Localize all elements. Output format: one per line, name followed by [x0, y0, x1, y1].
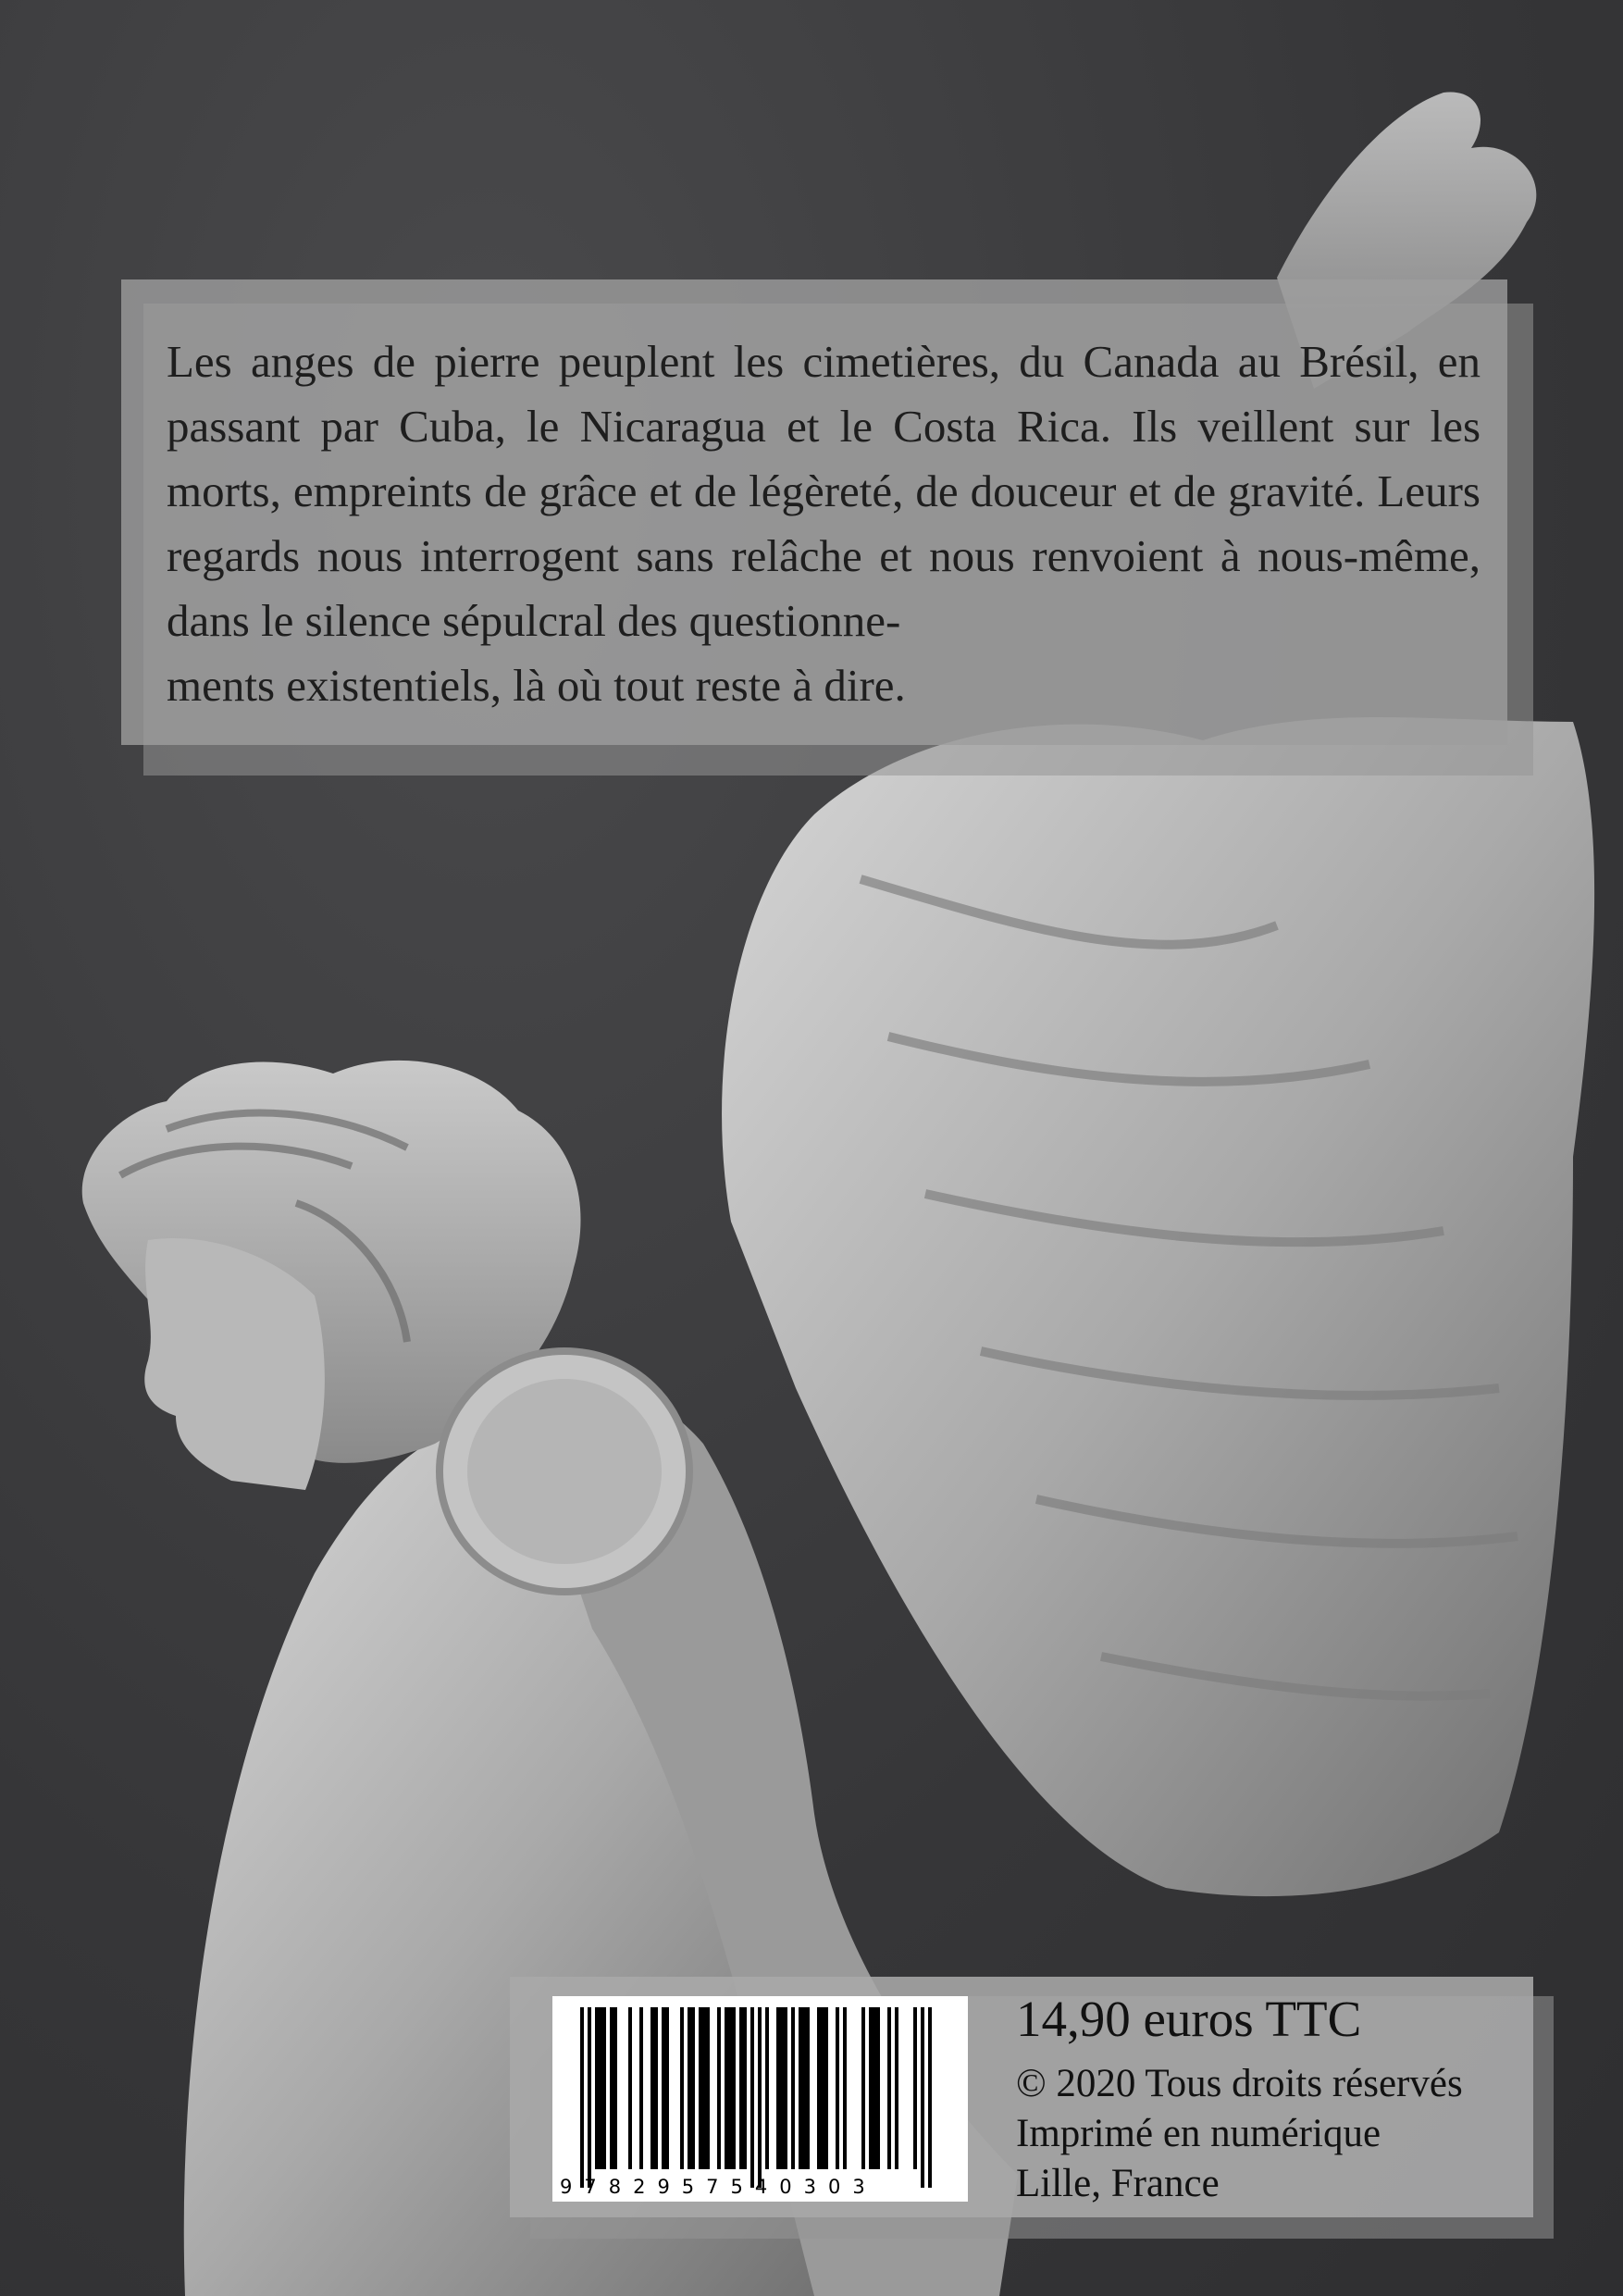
location-line: Lille, France — [1016, 2162, 1220, 2205]
barcode-bar — [780, 2007, 784, 2169]
barcode-bar — [791, 2007, 795, 2169]
isbn-number: 9782957540303 — [560, 2176, 877, 2198]
barcode-bar — [610, 2007, 613, 2169]
blurb-line: renvoient à nous-même, dans le silence sépulcral des questionne- — [167, 530, 1481, 646]
barcode-bar — [750, 2007, 754, 2188]
barcode-bar — [706, 2007, 710, 2169]
blurb-line: ments existentiels, là où tout reste à dire. — [167, 660, 906, 711]
barcode-bar — [662, 2007, 665, 2169]
barcode-bar — [876, 2007, 880, 2169]
barcode-bar — [873, 2007, 876, 2169]
barcode-bar — [836, 2007, 839, 2169]
barcode-bar — [588, 2007, 591, 2188]
barcode-bars — [552, 1996, 968, 2202]
barcode-bar — [843, 2007, 847, 2169]
barcode-bar — [595, 2007, 599, 2169]
barcode-bar — [802, 2007, 806, 2169]
barcode-bar — [895, 2007, 898, 2169]
barcode-bar — [702, 2007, 706, 2169]
barcode-bar — [725, 2007, 728, 2169]
barcode-bar — [650, 2007, 654, 2169]
barcode-bar — [861, 2007, 865, 2169]
barcode-bar — [869, 2007, 873, 2169]
price-label: 14,90 euros TTC — [1016, 1991, 1362, 2047]
barcode-bar — [613, 2007, 617, 2169]
barcode-bar — [599, 2007, 602, 2169]
back-cover-blurb — [167, 329, 1481, 718]
barcode-bar — [654, 2007, 658, 2169]
barcode-bar — [739, 2007, 743, 2169]
barcode-bar — [913, 2007, 917, 2169]
barcode-bar — [732, 2007, 736, 2169]
barcode-bar — [921, 2007, 924, 2188]
barcode-bar — [765, 2007, 769, 2169]
barcode-bar — [688, 2007, 691, 2169]
printing-line: Imprimé en numérique — [1016, 2112, 1381, 2155]
blurb-line: les morts, empreints de grâce et de légèreté, de douceur et de — [167, 401, 1481, 516]
barcode-bar — [580, 2007, 584, 2188]
barcode-bar — [717, 2007, 721, 2169]
barcode-bar — [602, 2007, 606, 2169]
barcode-bar — [806, 2007, 810, 2169]
barcode-bar — [639, 2007, 643, 2169]
barcode-bar — [799, 2007, 802, 2169]
barcode-bar — [699, 2007, 702, 2169]
barcode-bar — [680, 2007, 684, 2169]
barcode-bar — [784, 2007, 787, 2169]
barcode-bar — [728, 2007, 732, 2169]
barcode-bar — [691, 2007, 695, 2169]
blurb-line: en passant par Cuba, le Nicaragua et le Costa Rica. Ils veillent sur — [167, 336, 1481, 452]
copyright-line: © 2020 Tous droits réservés — [1016, 2062, 1463, 2105]
barcode-bar — [824, 2007, 828, 2169]
barcode-bar — [776, 2007, 780, 2169]
isbn-barcode — [552, 1996, 968, 2202]
barcode-bar — [817, 2007, 821, 2169]
barcode-bar — [743, 2007, 747, 2169]
blurb-line: Les anges de pierre peuplent les cimetières, du Canada au Brésil, — [167, 336, 1419, 387]
barcode-bar — [887, 2007, 891, 2169]
blurb-line: gravité. Leurs regards nous interrogent sans relâche et nous — [167, 465, 1481, 581]
barcode-bar — [758, 2007, 762, 2188]
barcode-bar — [665, 2007, 669, 2169]
barcode-bar — [821, 2007, 824, 2169]
barcode-bar — [928, 2007, 932, 2188]
barcode-bar — [628, 2007, 632, 2169]
imprint-info — [1016, 2059, 1463, 2209]
